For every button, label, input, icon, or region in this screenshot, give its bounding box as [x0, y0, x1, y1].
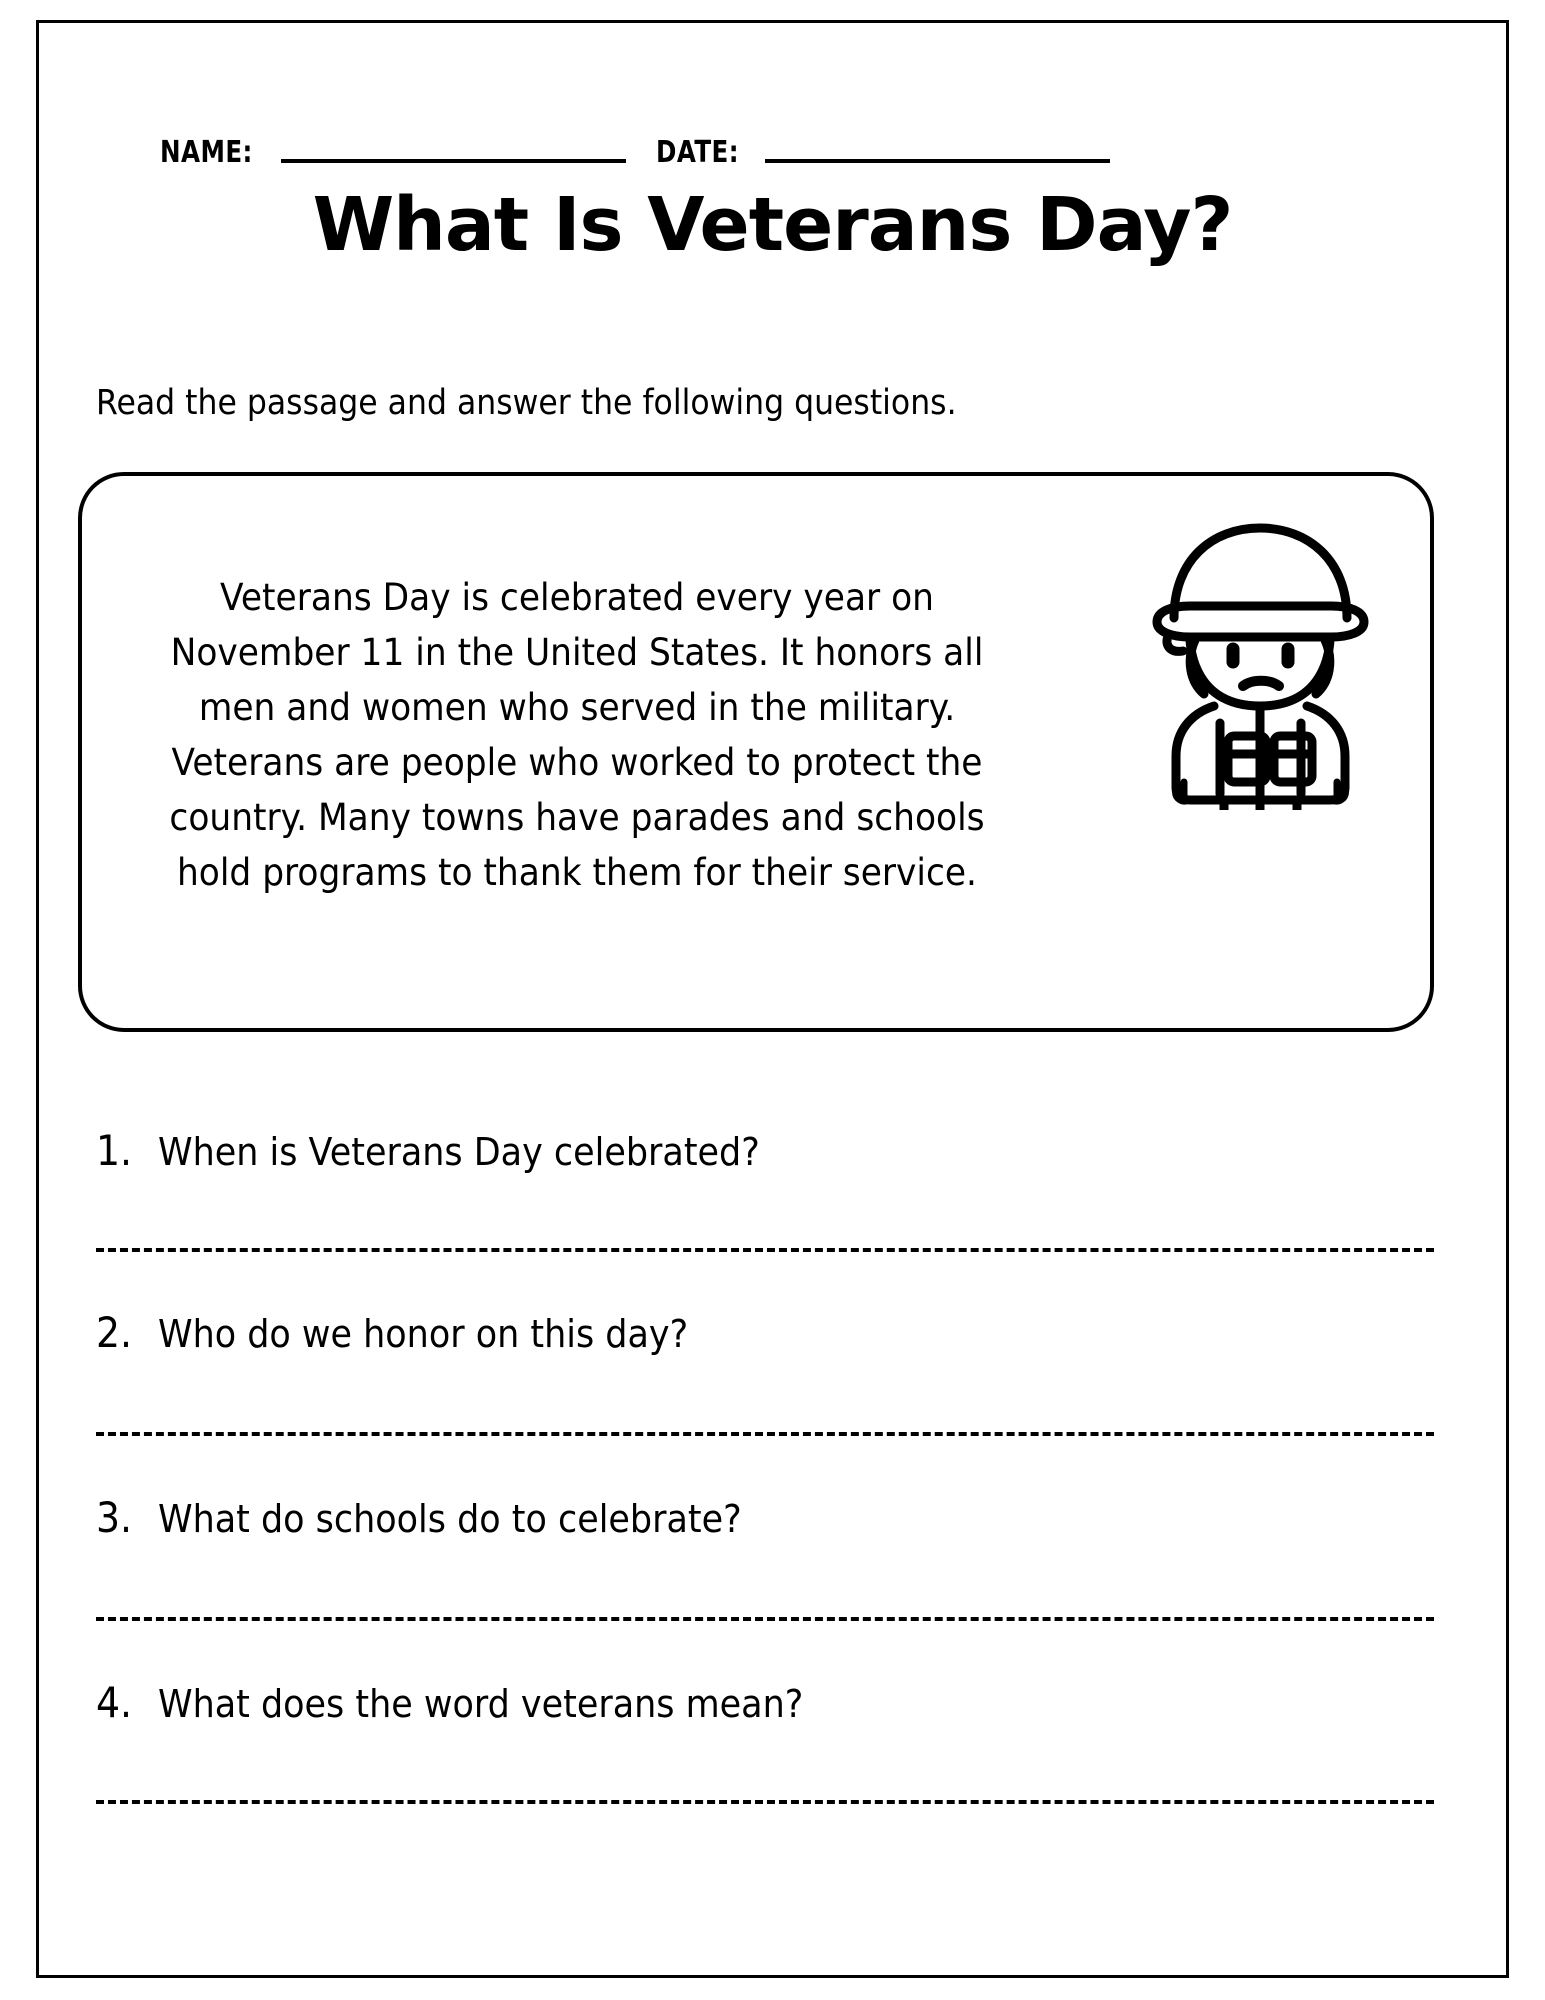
question-text: Who do we honor on this day? [158, 1312, 689, 1356]
question-number: 3. [96, 1493, 133, 1542]
question-number: 2. [96, 1308, 133, 1357]
question-item [96, 1493, 1436, 1542]
question-item [96, 1308, 1436, 1357]
soldier-illustration [1128, 510, 1393, 810]
date-input-line[interactable] [765, 159, 1110, 163]
answer-line[interactable] [96, 1800, 1434, 1804]
page-title: What Is Veterans Day? [312, 182, 1233, 268]
question-text: When is Veterans Day celebrated? [158, 1130, 760, 1174]
date-label: DATE: [656, 135, 740, 170]
question-number: 1. [96, 1126, 133, 1175]
student-info-header [160, 118, 1390, 168]
passage-text: Veterans Day is celebrated every year on November 11 in the United States. It honors all men and women who served in the military. Veterans are people who worked to protect the country. Many towns have parades and schools hold programs to thank them for their service. [169, 576, 985, 894]
question-item [96, 1126, 1436, 1175]
question-text: What do schools do to celebrate? [158, 1497, 742, 1541]
question-number: 4. [96, 1678, 133, 1727]
answer-line[interactable] [96, 1248, 1434, 1252]
instruction-text: Read the passage and answer the following questions. [96, 383, 957, 423]
answer-line[interactable] [96, 1617, 1434, 1621]
answer-line[interactable] [96, 1432, 1434, 1436]
question-text: What does the word veterans mean? [158, 1682, 804, 1726]
question-item [96, 1678, 1436, 1727]
name-label: NAME: [160, 135, 253, 170]
name-input-line[interactable] [281, 159, 626, 163]
